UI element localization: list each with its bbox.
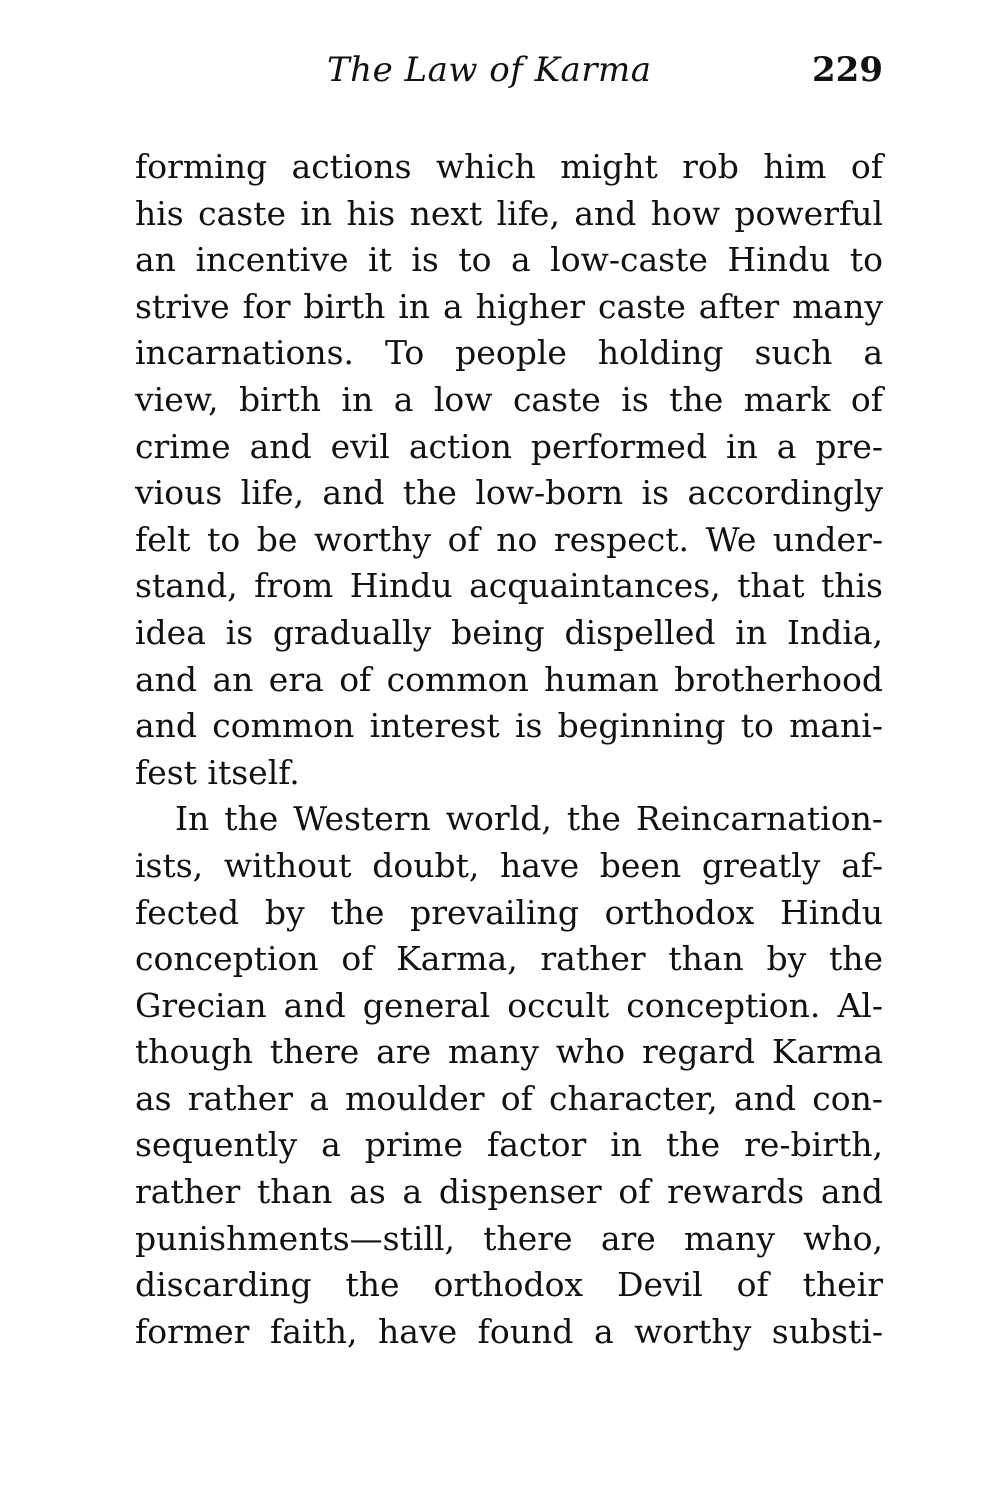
text-line: conception of Karma, rather than by the [135, 939, 883, 979]
body-text [135, 144, 883, 1355]
text-line: fected by the prevailing orthodox Hindu [135, 892, 883, 932]
text-line: forming actions which might rob him of [135, 147, 883, 186]
text-line: though there are many who regard Karma [135, 1032, 883, 1072]
text-line: strive for birth in a higher caste after many [135, 286, 883, 326]
text-line: incarnations. To people holding such a [135, 333, 883, 373]
text-line: Grecian and general occult conception. Al- [135, 985, 883, 1025]
text-line: and an era of common human brotherhood [135, 659, 883, 699]
text-line: view, birth in a low caste is the mark of [135, 379, 883, 419]
running-head [135, 46, 883, 106]
text-line: fest itself. [135, 752, 300, 792]
text-line: crime and evil action performed in a pre- [135, 426, 883, 466]
text-line: as rather a moulder of character, and con- [135, 1078, 883, 1118]
paragraph-1 [135, 144, 883, 796]
text-line: idea is gradually being dispelled in India, [135, 612, 883, 652]
text-line: an incentive it is to a low-caste Hindu to [135, 240, 883, 280]
text-line: punishments—still, there are many who, [135, 1218, 883, 1258]
text-line: rather than as a dispenser of rewards and [135, 1172, 883, 1212]
paragraph-2 [135, 796, 883, 1355]
page-number: 229 [812, 50, 883, 90]
text-line: his caste in his next life, and how powerful [135, 193, 883, 233]
running-title: The Law of Karma [327, 50, 652, 90]
text-line: former faith, have found a worthy substi- [135, 1311, 883, 1351]
text-line: vious life, and the low-born is accordingly [135, 473, 883, 513]
text-line: discarding the orthodox Devil of their [135, 1265, 883, 1305]
text-line: In the Western world, the Reincarnation- [175, 799, 883, 839]
text-line: stand, from Hindu acquaintances, that this [135, 566, 883, 606]
text-line: felt to be worthy of no respect. We under- [135, 519, 883, 559]
text-line: sequently a prime factor in the re-birth, [135, 1125, 883, 1165]
book-page [135, 46, 883, 1355]
text-line: ists, without doubt, have been greatly af- [135, 845, 883, 885]
text-line: and common interest is beginning to mani- [135, 706, 883, 746]
